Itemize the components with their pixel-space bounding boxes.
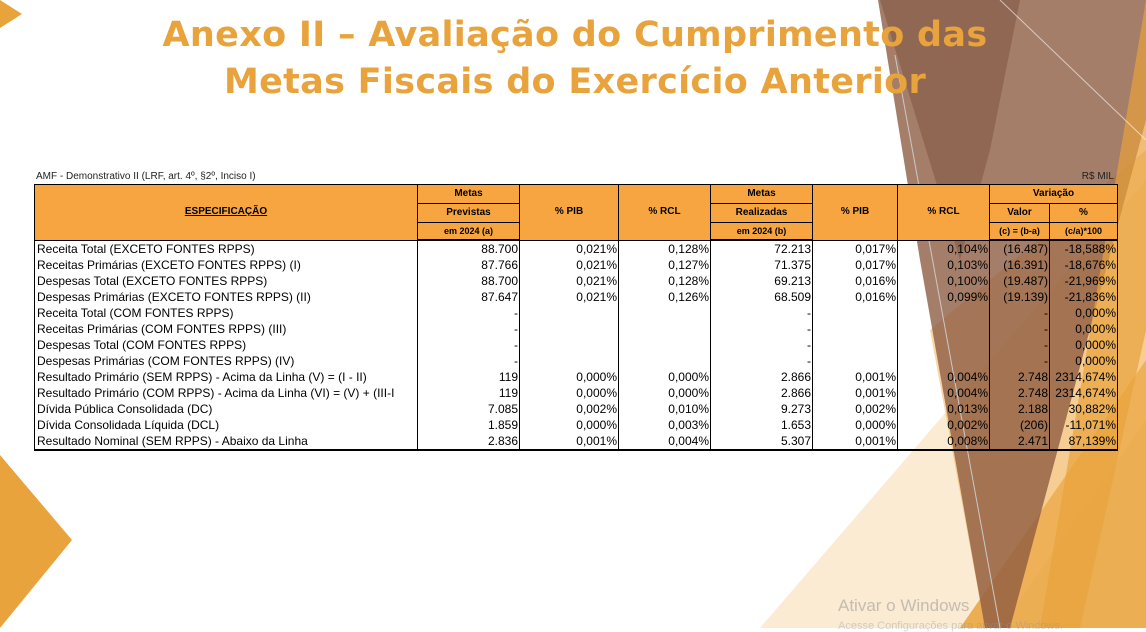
table-row xyxy=(35,305,1118,321)
cell-metas-realizadas: 1.653 xyxy=(711,417,813,433)
cell-metas-realizadas: 68.509 xyxy=(711,289,813,305)
cell-metas-previstas: - xyxy=(418,353,520,369)
cell-metas-previstas: 87.766 xyxy=(418,257,520,273)
cell-pib-a: 0,021% xyxy=(520,289,619,305)
cell-pib-a: 0,000% xyxy=(520,417,619,433)
cell-variacao-pct: 0,000% xyxy=(1050,337,1118,353)
cell-rcl-a: 0,010% xyxy=(619,401,711,417)
cell-rcl-b: 0,103% xyxy=(898,257,990,273)
cell-variacao-valor: - xyxy=(990,321,1050,337)
cell-pib-a: 0,021% xyxy=(520,240,619,257)
cell-rcl-a: 0,128% xyxy=(619,240,711,257)
col-header-metas-realizadas-3: em 2024 (b) xyxy=(711,223,813,241)
cell-row-label: Dívida Consolidada Líquida (DCL) xyxy=(35,417,418,433)
table-row xyxy=(35,401,1118,417)
table-header xyxy=(35,185,1118,241)
col-header-pct-formula: (c/a)*100 xyxy=(1050,223,1118,241)
cell-variacao-pct: -11,071% xyxy=(1050,417,1118,433)
col-header-variacao: Variação xyxy=(990,185,1118,204)
cell-metas-previstas: - xyxy=(418,337,520,353)
table-caption-bar xyxy=(34,170,1116,185)
cell-pib-b xyxy=(813,353,898,369)
cell-rcl-b xyxy=(898,337,990,353)
cell-variacao-valor: (206) xyxy=(990,417,1050,433)
cell-rcl-b xyxy=(898,321,990,337)
cell-metas-previstas: - xyxy=(418,321,520,337)
left-orange-triangle xyxy=(0,0,22,28)
cell-variacao-pct: -18,588% xyxy=(1050,240,1118,257)
cell-row-label: Despesas Primárias (COM FONTES RPPS) (IV) xyxy=(35,353,418,369)
cell-rcl-a: 0,128% xyxy=(619,273,711,289)
cell-rcl-a: 0,127% xyxy=(619,257,711,273)
cell-metas-previstas: 88.700 xyxy=(418,240,520,257)
cell-rcl-a xyxy=(619,337,711,353)
cell-variacao-pct: 0,000% xyxy=(1050,353,1118,369)
cell-variacao-valor: 2.748 xyxy=(990,369,1050,385)
cell-row-label: Resultado Primário (SEM RPPS) - Acima da Linha (V) = (I - II) xyxy=(35,369,418,385)
cell-metas-previstas: 87.647 xyxy=(418,289,520,305)
cell-pib-b: 0,017% xyxy=(813,257,898,273)
cell-row-label: Resultado Nominal (SEM RPPS) - Abaixo da Linha xyxy=(35,433,418,450)
cell-metas-previstas: 119 xyxy=(418,369,520,385)
cell-pib-b: 0,002% xyxy=(813,401,898,417)
col-header-valor-formula: (c) = (b-a) xyxy=(990,223,1050,241)
cell-pib-a xyxy=(520,321,619,337)
slide-title-line2: Metas Fiscais do Exercício Anterior xyxy=(223,62,927,102)
cell-pib-b: 0,000% xyxy=(813,417,898,433)
slide-title-line1: Anexo II – Avaliação do Cumprimento das xyxy=(162,15,988,55)
cell-rcl-a: 0,003% xyxy=(619,417,711,433)
cell-variacao-pct: -18,676% xyxy=(1050,257,1118,273)
cell-variacao-valor: (16.487) xyxy=(990,240,1050,257)
col-header-rcl-a: % RCL xyxy=(619,185,711,241)
table-row xyxy=(35,433,1118,450)
cell-variacao-valor: 2.471 xyxy=(990,433,1050,450)
cell-variacao-valor: - xyxy=(990,305,1050,321)
cell-pib-a: 0,021% xyxy=(520,257,619,273)
cell-variacao-valor: (16.391) xyxy=(990,257,1050,273)
cell-rcl-b: 0,008% xyxy=(898,433,990,450)
col-header-pib-b: % PIB xyxy=(813,185,898,241)
cell-pib-a: 0,000% xyxy=(520,385,619,401)
cell-rcl-a: 0,004% xyxy=(619,433,711,450)
col-header-metas-previstas-1: Metas xyxy=(418,185,520,204)
cell-row-label: Despesas Total (EXCETO FONTES RPPS) xyxy=(35,273,418,289)
col-header-metas-realizadas-2: Realizadas xyxy=(711,204,813,223)
cell-rcl-b: 0,099% xyxy=(898,289,990,305)
table-row xyxy=(35,337,1118,353)
cell-pib-b: 0,017% xyxy=(813,240,898,257)
table-row xyxy=(35,385,1118,401)
cell-rcl-b xyxy=(898,353,990,369)
cell-rcl-b: 0,002% xyxy=(898,417,990,433)
fiscal-goals-table xyxy=(34,184,1118,451)
col-header-valor: Valor xyxy=(990,204,1050,223)
cell-metas-previstas: 119 xyxy=(418,385,520,401)
cell-row-label: Despesas Total (COM FONTES RPPS) xyxy=(35,337,418,353)
cell-metas-realizadas: - xyxy=(711,353,813,369)
cell-variacao-valor: - xyxy=(990,337,1050,353)
cell-pib-b: 0,001% xyxy=(813,385,898,401)
cell-rcl-b: 0,013% xyxy=(898,401,990,417)
cell-row-label: Receitas Primárias (COM FONTES RPPS) (III) xyxy=(35,321,418,337)
cell-pib-a xyxy=(520,353,619,369)
cell-pib-a xyxy=(520,305,619,321)
col-header-metas-realizadas-1: Metas xyxy=(711,185,813,204)
cell-variacao-valor: (19.139) xyxy=(990,289,1050,305)
cell-rcl-a xyxy=(619,305,711,321)
cell-pib-b: 0,001% xyxy=(813,433,898,450)
cell-metas-previstas: 1.859 xyxy=(418,417,520,433)
cell-rcl-b: 0,004% xyxy=(898,385,990,401)
cell-row-label: Despesas Primárias (EXCETO FONTES RPPS) (II) xyxy=(35,289,418,305)
cell-metas-realizadas: 2.866 xyxy=(711,369,813,385)
cell-pib-b xyxy=(813,305,898,321)
cell-metas-realizadas: 9.273 xyxy=(711,401,813,417)
table-row xyxy=(35,240,1118,257)
cell-pib-b xyxy=(813,337,898,353)
cell-metas-realizadas: 2.866 xyxy=(711,385,813,401)
table-row xyxy=(35,353,1118,369)
col-header-pib-a: % PIB xyxy=(520,185,619,241)
cell-metas-previstas: 2.836 xyxy=(418,433,520,450)
table-row xyxy=(35,369,1118,385)
cell-variacao-pct: -21,836% xyxy=(1050,289,1118,305)
table-row xyxy=(35,273,1118,289)
cell-pib-a: 0,001% xyxy=(520,433,619,450)
cell-row-label: Resultado Primário (COM RPPS) - Acima da Linha (VI) = (V) + (III-I xyxy=(35,385,418,401)
col-header-rcl-b: % RCL xyxy=(898,185,990,241)
col-header-pct: % xyxy=(1050,204,1118,223)
cell-rcl-b: 0,100% xyxy=(898,273,990,289)
table-row xyxy=(35,257,1118,273)
col-header-metas-previstas-2: Previstas xyxy=(418,204,520,223)
windows-activation-watermark: Ativar o Windows xyxy=(838,596,970,615)
cell-rcl-a: 0,126% xyxy=(619,289,711,305)
cell-rcl-b: 0,004% xyxy=(898,369,990,385)
cell-variacao-valor: (19.487) xyxy=(990,273,1050,289)
left-bottom-triangle xyxy=(0,455,72,628)
cell-metas-realizadas: - xyxy=(711,321,813,337)
cell-pib-a: 0,021% xyxy=(520,273,619,289)
cell-pib-b: 0,016% xyxy=(813,273,898,289)
col-header-metas-previstas-3: em 2024 (a) xyxy=(418,223,520,241)
cell-variacao-pct: 30,882% xyxy=(1050,401,1118,417)
cell-variacao-pct: 0,000% xyxy=(1050,305,1118,321)
cell-variacao-pct: 87,139% xyxy=(1050,433,1118,450)
cell-variacao-valor: 2.188 xyxy=(990,401,1050,417)
cell-variacao-pct: 2314,674% xyxy=(1050,385,1118,401)
cell-metas-realizadas: 71.375 xyxy=(711,257,813,273)
windows-activation-subtext: Acesse Configurações para ativar o Windows. xyxy=(838,620,1063,632)
cell-pib-b xyxy=(813,321,898,337)
cell-row-label: Dívida Pública Consolidada (DC) xyxy=(35,401,418,417)
cell-metas-realizadas: 72.213 xyxy=(711,240,813,257)
cell-pib-b: 0,001% xyxy=(813,369,898,385)
cell-rcl-a: 0,000% xyxy=(619,369,711,385)
unit-label: R$ MIL xyxy=(1081,171,1114,182)
cell-metas-previstas: 88.700 xyxy=(418,273,520,289)
table-caption: AMF - Demonstrativo II (LRF, art. 4º, §2º, Inciso I) xyxy=(36,171,256,182)
cell-pib-a: 0,002% xyxy=(520,401,619,417)
cell-metas-realizadas: - xyxy=(711,305,813,321)
cell-variacao-valor: 2.748 xyxy=(990,385,1050,401)
cell-variacao-valor: - xyxy=(990,353,1050,369)
cell-metas-previstas: 7.085 xyxy=(418,401,520,417)
cell-rcl-a xyxy=(619,321,711,337)
cell-row-label: Receita Total (EXCETO FONTES RPPS) xyxy=(35,240,418,257)
cell-variacao-pct: 0,000% xyxy=(1050,321,1118,337)
table-row xyxy=(35,289,1118,305)
cell-rcl-b xyxy=(898,305,990,321)
cell-rcl-b: 0,104% xyxy=(898,240,990,257)
cell-variacao-pct: 2314,674% xyxy=(1050,369,1118,385)
cell-metas-previstas: - xyxy=(418,305,520,321)
cell-rcl-a: 0,000% xyxy=(619,385,711,401)
cell-row-label: Receitas Primárias (EXCETO FONTES RPPS) (I) xyxy=(35,257,418,273)
cell-metas-realizadas: - xyxy=(711,337,813,353)
cell-pib-a: 0,000% xyxy=(520,369,619,385)
cell-row-label: Receita Total (COM FONTES RPPS) xyxy=(35,305,418,321)
cell-metas-realizadas: 69.213 xyxy=(711,273,813,289)
table-row xyxy=(35,321,1118,337)
cell-pib-b: 0,016% xyxy=(813,289,898,305)
cell-metas-realizadas: 5.307 xyxy=(711,433,813,450)
table-row xyxy=(35,417,1118,433)
cell-rcl-a xyxy=(619,353,711,369)
table-body xyxy=(35,240,1118,450)
cell-pib-a xyxy=(520,337,619,353)
col-header-spec: ESPECIFICAÇÃO xyxy=(35,185,418,241)
cell-variacao-pct: -21,969% xyxy=(1050,273,1118,289)
